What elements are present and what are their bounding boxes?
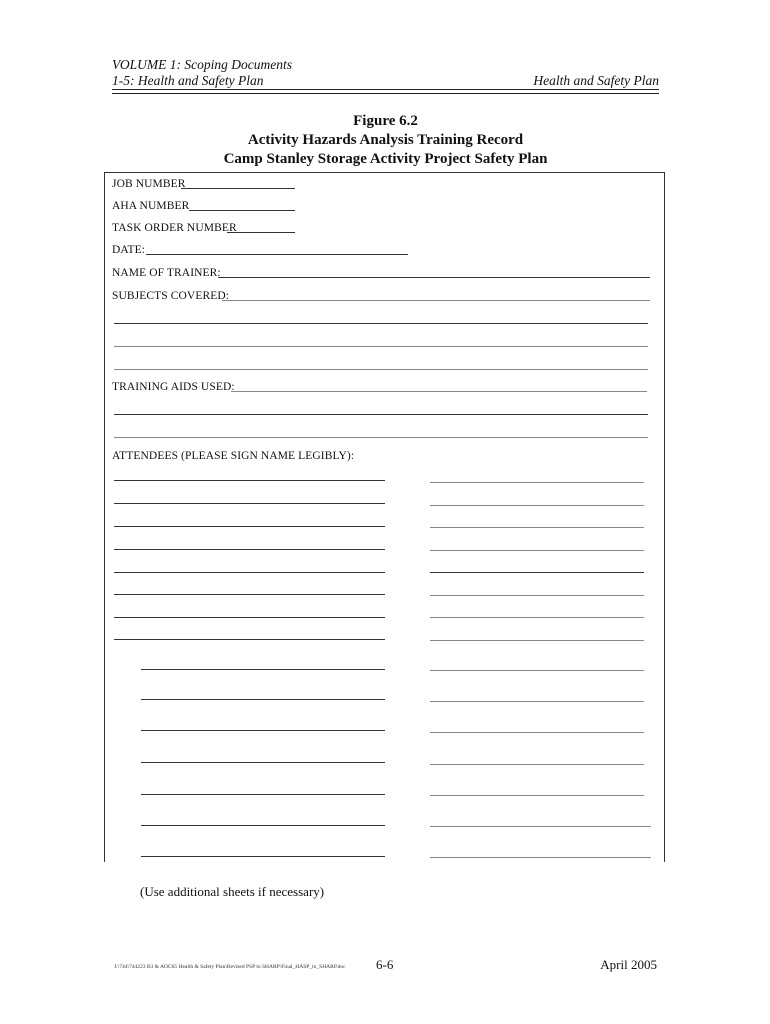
aha-number-label: AHA NUMBER xyxy=(112,200,190,212)
attendee-line-right[interactable] xyxy=(430,572,644,573)
attendee-line-right[interactable] xyxy=(430,505,644,506)
attendee-line-left[interactable] xyxy=(141,825,385,826)
subjects-field[interactable] xyxy=(222,300,650,301)
trainer-label: NAME OF TRAINER: xyxy=(112,267,221,279)
task-order-number-label: TASK ORDER NUMBER xyxy=(112,222,237,234)
attendee-line-right[interactable] xyxy=(430,764,644,765)
attendee-line-left[interactable] xyxy=(141,794,385,795)
date-field[interactable] xyxy=(146,254,408,255)
attendee-line-right[interactable] xyxy=(430,550,644,551)
attendee-line-left[interactable] xyxy=(114,594,385,595)
training-aids-line[interactable] xyxy=(114,437,648,438)
header-right: Health and Safety Plan xyxy=(533,73,659,88)
attendee-line-left[interactable] xyxy=(114,549,385,550)
date-label: DATE: xyxy=(112,244,146,256)
job-number-field[interactable] xyxy=(181,188,295,189)
attendee-line-right[interactable] xyxy=(430,482,644,483)
subjects-line[interactable] xyxy=(114,346,648,347)
attendee-line-right[interactable] xyxy=(430,857,651,858)
form-box-right xyxy=(664,172,665,862)
attendee-line-left[interactable] xyxy=(141,669,385,670)
job-number-label: JOB NUMBER xyxy=(112,178,186,190)
training-aids-line[interactable] xyxy=(114,414,648,415)
attendee-line-left[interactable] xyxy=(114,639,385,640)
task-order-number-field[interactable] xyxy=(227,232,295,233)
form-title: Activity Hazards Analysis Training Record xyxy=(247,132,524,148)
trainer-field[interactable] xyxy=(218,277,650,278)
form-subtitle: Camp Stanley Storage Activity Project Safety Plan xyxy=(223,151,548,167)
attendee-line-right[interactable] xyxy=(430,826,651,827)
figure-number: Figure 6.2 xyxy=(353,113,418,129)
attendee-line-right[interactable] xyxy=(430,795,644,796)
header-section: 1-5: Health and Safety Plan xyxy=(112,73,264,88)
footer-date: April 2005 xyxy=(600,957,657,972)
subjects-label: SUBJECTS COVERED: xyxy=(112,290,230,302)
subjects-line[interactable] xyxy=(114,369,648,370)
attendees-label: ATTENDEES (PLEASE SIGN NAME LEGIBLY): xyxy=(112,450,355,462)
page-number: 6-6 xyxy=(376,957,394,972)
training-aids-label: TRAINING AIDS USED: xyxy=(112,381,235,393)
attendee-line-left[interactable] xyxy=(141,699,385,700)
attendee-line-right[interactable] xyxy=(430,595,644,596)
training-aids-field[interactable] xyxy=(231,391,647,392)
attendee-line-left[interactable] xyxy=(141,856,385,857)
attendee-line-right[interactable] xyxy=(430,640,644,641)
attendee-line-right[interactable] xyxy=(430,670,644,671)
form-box-top xyxy=(104,172,664,173)
footer-file-path: J:\744\744223 B3 & AOC65 Health & Safety Plan\Revised PSP to SHARP\Final_HASP_to_SHARP.doc xyxy=(114,964,346,970)
attendee-line-left[interactable] xyxy=(114,503,385,504)
attendee-line-right[interactable] xyxy=(430,732,644,733)
attendee-line-left[interactable] xyxy=(114,526,385,527)
attendee-line-right[interactable] xyxy=(430,527,644,528)
attendee-line-left[interactable] xyxy=(114,572,385,573)
subjects-line[interactable] xyxy=(114,323,648,324)
attendee-line-right[interactable] xyxy=(430,701,644,702)
additional-sheets-note: (Use additional sheets if necessary) xyxy=(140,884,325,899)
header-rule xyxy=(112,89,659,94)
attendee-line-left[interactable] xyxy=(141,730,385,731)
header-volume: VOLUME 1: Scoping Documents xyxy=(112,57,292,72)
aha-number-field[interactable] xyxy=(189,210,295,211)
attendee-line-left[interactable] xyxy=(114,480,385,481)
attendee-line-left[interactable] xyxy=(141,762,385,763)
form-box-left xyxy=(104,172,105,862)
attendee-line-right[interactable] xyxy=(430,617,644,618)
attendee-line-left[interactable] xyxy=(114,617,385,618)
